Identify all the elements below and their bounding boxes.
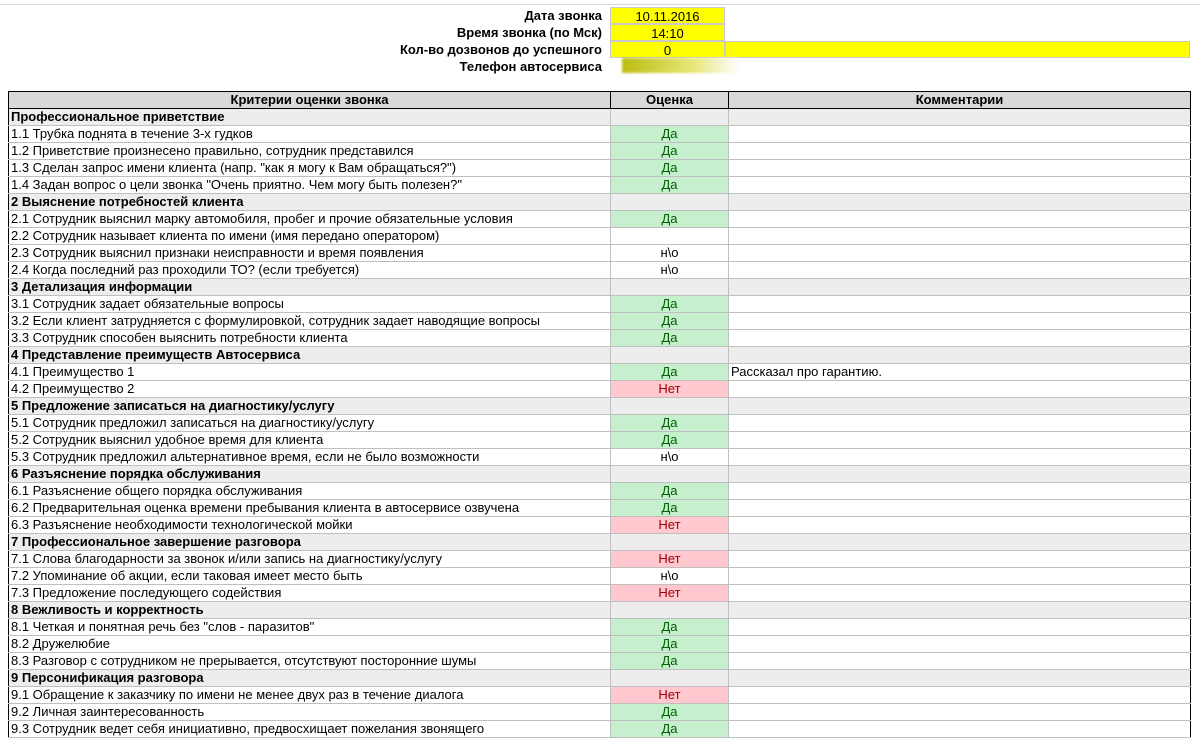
criteria-cell[interactable]: 1.1 Трубка поднята в течение 3-х гудков (9, 126, 611, 143)
table-row (9, 653, 1191, 670)
criteria-cell[interactable]: 8.3 Разговор с сотрудником не прерывается, отсутствуют посторонние шумы (9, 653, 611, 670)
score-cell[interactable] (611, 347, 729, 364)
score-column-header[interactable]: Оценка (611, 92, 729, 109)
criteria-cell[interactable]: Профессиональное приветствие (9, 109, 611, 126)
comment-column-header[interactable]: Комментарии (729, 92, 1191, 109)
table-row (9, 211, 1191, 228)
comment-cell[interactable] (729, 279, 1191, 296)
score-cell[interactable]: Да (611, 177, 729, 194)
comment-cell[interactable] (729, 670, 1191, 687)
time-cell[interactable]: 14:10 (610, 24, 725, 41)
score-cell[interactable] (611, 602, 729, 619)
criteria-cell[interactable]: 6.1 Разъяснение общего порядка обслуживания (9, 483, 611, 500)
criteria-cell[interactable]: 1.3 Сделан запрос имени клиента (напр. "как я могу к Вам обращаться?") (9, 160, 611, 177)
criteria-cell[interactable]: 9.1 Обращение к заказчику по имени не менее двух раз в течение диалога (9, 687, 611, 704)
criteria-cell[interactable]: 2.4 Когда последний раз проходили ТО? (если требуется) (9, 262, 611, 279)
comment-cell[interactable] (729, 126, 1191, 143)
section-row (9, 194, 1191, 211)
score-cell[interactable]: Нет (611, 551, 729, 568)
date-label: Дата звонка (524, 8, 602, 23)
comment-cell[interactable] (729, 534, 1191, 551)
comment-cell[interactable] (729, 687, 1191, 704)
criteria-cell[interactable]: 2.3 Сотрудник выяснил признаки неисправности и время появления (9, 245, 611, 262)
comment-cell[interactable] (729, 211, 1191, 228)
criteria-cell[interactable]: 3.3 Сотрудник способен выяснить потребности клиента (9, 330, 611, 347)
criteria-cell[interactable]: 3.2 Если клиент затрудняется с формулировкой, сотрудник задает наводящие вопросы (9, 313, 611, 330)
table-row (9, 449, 1191, 466)
table-row (9, 228, 1191, 245)
criteria-cell[interactable]: 7.1 Слова благодарности за звонок и/или запись на диагностику/услугу (9, 551, 611, 568)
comment-cell[interactable] (729, 262, 1191, 279)
comment-cell[interactable] (729, 109, 1191, 126)
table-row (9, 619, 1191, 636)
criteria-cell[interactable]: 3 Детализация информации (9, 279, 611, 296)
table-row (9, 636, 1191, 653)
section-row (9, 398, 1191, 415)
score-cell[interactable] (611, 194, 729, 211)
comment-cell[interactable] (729, 653, 1191, 670)
section-row (9, 466, 1191, 483)
score-cell[interactable]: Да (611, 500, 729, 517)
criteria-cell[interactable]: 1.4 Задан вопрос о цели звонка "Очень приятно. Чем могу быть полезен?" (9, 177, 611, 194)
table-row (9, 143, 1191, 160)
comment-cell[interactable] (729, 330, 1191, 347)
score-cell[interactable] (611, 228, 729, 245)
date-cell[interactable]: 10.11.2016 (610, 7, 725, 24)
comment-cell[interactable] (729, 296, 1191, 313)
table-row (9, 415, 1191, 432)
table-row (9, 551, 1191, 568)
section-row (9, 602, 1191, 619)
table-row (9, 432, 1191, 449)
comment-cell[interactable] (729, 313, 1191, 330)
section-row (9, 109, 1191, 126)
comment-cell[interactable] (729, 432, 1191, 449)
criteria-cell[interactable]: 6 Разъяснение порядка обслуживания (9, 466, 611, 483)
comment-cell[interactable] (729, 449, 1191, 466)
comment-cell[interactable] (729, 466, 1191, 483)
table-row (9, 381, 1191, 398)
score-cell[interactable]: н\о (611, 245, 729, 262)
criteria-cell[interactable]: 8.1 Четкая и понятная речь без "слов - паразитов" (9, 619, 611, 636)
score-cell[interactable]: Да (611, 415, 729, 432)
table-row (9, 585, 1191, 602)
comment-cell[interactable] (729, 721, 1191, 738)
criteria-cell[interactable]: 3.1 Сотрудник задает обязательные вопросы (9, 296, 611, 313)
score-cell[interactable]: Да (611, 126, 729, 143)
score-cell[interactable]: Да (611, 721, 729, 738)
section-row (9, 670, 1191, 687)
attempts-highlight-band (725, 41, 1190, 58)
table-row (9, 245, 1191, 262)
score-cell[interactable]: Да (611, 211, 729, 228)
criteria-cell[interactable]: 5 Предложение записаться на диагностику/услугу (9, 398, 611, 415)
attempts-label: Кол-во дозвонов до успешного (400, 42, 602, 57)
table-row (9, 313, 1191, 330)
score-cell[interactable]: Да (611, 296, 729, 313)
score-cell[interactable]: Нет (611, 585, 729, 602)
score-cell[interactable]: н\о (611, 568, 729, 585)
criteria-cell[interactable]: 5.2 Сотрудник выяснил удобное время для клиента (9, 432, 611, 449)
table-row (9, 262, 1191, 279)
comment-cell[interactable] (729, 517, 1191, 534)
criteria-cell[interactable]: 6.3 Разъяснение необходимости технологической мойки (9, 517, 611, 534)
table-row (9, 517, 1191, 534)
comment-cell[interactable] (729, 636, 1191, 653)
criteria-cell[interactable]: 2.2 Сотрудник называет клиента по имени (имя передано оператором) (9, 228, 611, 245)
criteria-cell[interactable]: 4 Представление преимуществ Автосервиса (9, 347, 611, 364)
table-row (9, 126, 1191, 143)
table-row (9, 687, 1191, 704)
score-cell[interactable]: н\о (611, 449, 729, 466)
score-cell[interactable]: н\о (611, 262, 729, 279)
comment-cell[interactable] (729, 704, 1191, 721)
comment-cell[interactable] (729, 347, 1191, 364)
table-row (9, 721, 1191, 738)
score-cell[interactable] (611, 398, 729, 415)
score-cell[interactable] (611, 670, 729, 687)
comment-cell[interactable] (729, 398, 1191, 415)
criteria-cell[interactable]: 9.2 Личная заинтересованность (9, 704, 611, 721)
score-cell[interactable]: Да (611, 330, 729, 347)
criteria-cell[interactable]: 8.2 Дружелюбие (9, 636, 611, 653)
comment-cell[interactable] (729, 483, 1191, 500)
score-cell[interactable]: Нет (611, 687, 729, 704)
table-row (9, 364, 1191, 381)
score-cell[interactable]: Да (611, 364, 729, 381)
table-row (9, 160, 1191, 177)
criteria-cell[interactable]: 7.3 Предложение последующего содействия (9, 585, 611, 602)
table-row (9, 704, 1191, 721)
time-label: Время звонка (по Мск) (456, 25, 602, 40)
score-cell[interactable]: Да (611, 160, 729, 177)
section-row (9, 534, 1191, 551)
table-body (9, 109, 1191, 738)
criteria-cell[interactable]: 5.1 Сотрудник предложил записаться на диагностику/услугу (9, 415, 611, 432)
table-row (9, 177, 1191, 194)
score-cell[interactable]: Да (611, 432, 729, 449)
comment-cell[interactable] (729, 568, 1191, 585)
criteria-cell[interactable]: 5.3 Сотрудник предложил альтернативное время, если не было возможности (9, 449, 611, 466)
score-cell[interactable]: Да (611, 619, 729, 636)
sheet-top-border (0, 0, 1200, 5)
comment-cell[interactable]: Рассказал про гарантию. (729, 364, 1191, 381)
table-row (9, 500, 1191, 517)
criteria-cell[interactable]: 2 Выяснение потребностей клиента (9, 194, 611, 211)
criteria-column-header[interactable]: Критерии оценки звонка (9, 92, 611, 109)
score-cell[interactable]: Да (611, 636, 729, 653)
comment-cell[interactable] (729, 245, 1191, 262)
criteria-cell[interactable]: 7.2 Упоминание об акции, если таковая имеет место быть (9, 568, 611, 585)
comment-cell[interactable] (729, 500, 1191, 517)
score-cell[interactable]: Да (611, 483, 729, 500)
criteria-cell[interactable]: 7 Профессиональное завершение разговора (9, 534, 611, 551)
criteria-cell[interactable]: 6.2 Предварительная оценка времени пребывания клиента в автосервисе озвучена (9, 500, 611, 517)
comment-cell[interactable] (729, 381, 1191, 398)
evaluation-table (8, 91, 1191, 738)
comment-cell[interactable] (729, 177, 1191, 194)
score-cell[interactable] (611, 466, 729, 483)
score-cell[interactable]: Нет (611, 517, 729, 534)
section-row (9, 279, 1191, 296)
comment-cell[interactable] (729, 619, 1191, 636)
criteria-cell[interactable]: 9 Персонификация разговора (9, 670, 611, 687)
score-cell[interactable]: Да (611, 704, 729, 721)
comment-cell[interactable] (729, 194, 1191, 211)
attempts-cell[interactable]: 0 (610, 41, 725, 58)
criteria-cell[interactable]: 2.1 Сотрудник выяснил марку автомобиля, пробег и прочие обязательные условия (9, 211, 611, 228)
criteria-cell[interactable]: 9.3 Сотрудник ведет себя инициативно, предвосхищает пожелания звонящего (9, 721, 611, 738)
comment-cell[interactable] (729, 415, 1191, 432)
criteria-cell[interactable]: 8 Вежливость и корректность (9, 602, 611, 619)
score-cell[interactable] (611, 279, 729, 296)
comment-cell[interactable] (729, 228, 1191, 245)
phone-label: Телефон автосервиса (459, 59, 602, 74)
criteria-cell[interactable]: 4.1 Преимущество 1 (9, 364, 611, 381)
comment-cell[interactable] (729, 143, 1191, 160)
comment-cell[interactable] (729, 602, 1191, 619)
criteria-cell[interactable]: 1.2 Приветствие произнесено правильно, сотрудник представился (9, 143, 611, 160)
score-cell[interactable]: Да (611, 143, 729, 160)
table-header-row (9, 92, 1191, 109)
criteria-cell[interactable]: 4.2 Преимущество 2 (9, 381, 611, 398)
score-cell[interactable] (611, 534, 729, 551)
phone-redacted (622, 58, 740, 73)
table-row (9, 330, 1191, 347)
section-row (9, 347, 1191, 364)
comment-cell[interactable] (729, 585, 1191, 602)
table-row (9, 483, 1191, 500)
comment-cell[interactable] (729, 551, 1191, 568)
score-cell[interactable]: Да (611, 313, 729, 330)
table-row (9, 296, 1191, 313)
score-cell[interactable]: Да (611, 653, 729, 670)
score-cell[interactable]: Нет (611, 381, 729, 398)
score-cell[interactable] (611, 109, 729, 126)
table-row (9, 568, 1191, 585)
comment-cell[interactable] (729, 160, 1191, 177)
